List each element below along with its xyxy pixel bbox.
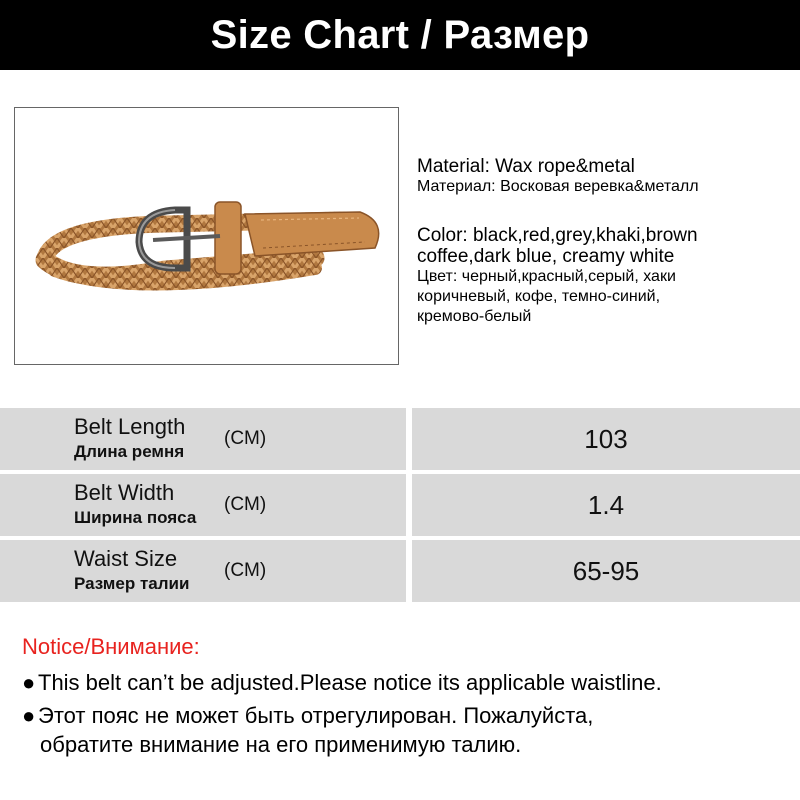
color-ru-line3: кремово-белый xyxy=(417,308,532,325)
row-label-cell xyxy=(0,408,406,470)
notice-item-en xyxy=(22,668,662,697)
table-row-belt-length xyxy=(0,408,800,470)
row-label-cell xyxy=(0,540,406,602)
label-ru: Размер талии xyxy=(74,574,190,593)
color-en-line2: coffee,dark blue, creamy white xyxy=(417,246,675,267)
notice-item-ru xyxy=(22,701,593,759)
table-row-waist-size xyxy=(0,540,800,602)
label-en: Waist Size xyxy=(74,546,178,571)
row-value-cell: 103 xyxy=(412,408,800,470)
label-en: Belt Length xyxy=(74,414,186,439)
row-value-cell: 65-95 xyxy=(412,540,800,602)
notice-text-en: This belt can’t be adjusted.Please notice its applicable waistline. xyxy=(38,670,662,695)
braided-belt-icon xyxy=(15,108,398,364)
header-banner xyxy=(0,0,800,70)
bullet-icon: ● xyxy=(22,703,36,728)
color-ru-line1: Цвет: черный,красный,серый, хаки xyxy=(417,268,676,285)
color-ru-line2: коричневый, кофе, темно-синий, xyxy=(417,288,661,305)
color-en-line1: Color: black,red,grey,khaki,brown xyxy=(417,225,698,246)
notice-title: Notice/Внимание: xyxy=(22,634,200,659)
bullet-icon: ● xyxy=(22,670,36,695)
table-row-belt-width xyxy=(0,474,800,536)
row-value-cell: 1.4 xyxy=(412,474,800,536)
product-info xyxy=(417,156,797,327)
page-title: Size Chart / Размер xyxy=(210,12,590,57)
unit-label: (CM) xyxy=(224,428,267,449)
label-ru: Ширина пояса xyxy=(74,508,197,527)
label-en: Belt Width xyxy=(74,480,175,505)
notice-text-ru-line1: Этот пояс не может быть отрегулирован. Пожалуйста, xyxy=(38,703,594,728)
product-photo xyxy=(14,107,399,365)
row-label-cell xyxy=(0,474,406,536)
notice-text-ru-line2: обратите внимание на его применимую талию. xyxy=(40,732,522,757)
unit-label: (CM) xyxy=(224,560,267,581)
material-en: Material: Wax rope&metal xyxy=(417,156,635,177)
material-ru: Материал: Восковая веревка&металл xyxy=(417,178,699,195)
label-ru: Длина ремня xyxy=(74,442,185,461)
unit-label: (CM) xyxy=(224,494,267,515)
